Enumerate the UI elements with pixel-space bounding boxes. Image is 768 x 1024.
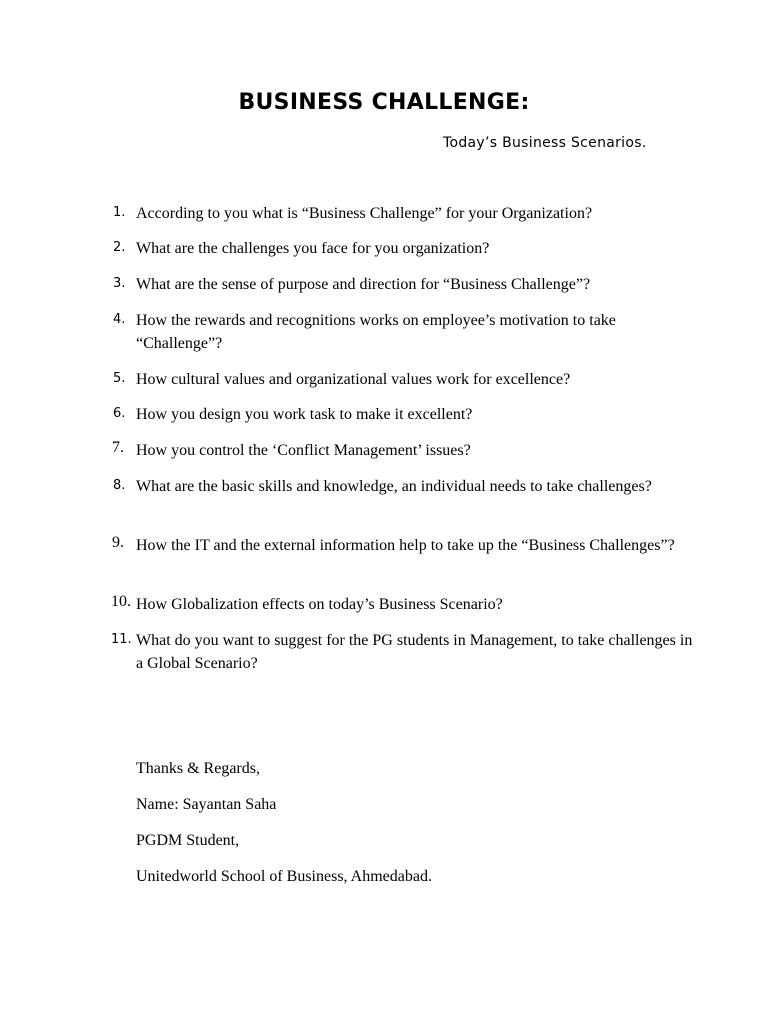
question-text: What are the sense of purpose and direction for “Business Challenge”? (136, 276, 591, 293)
question-number: 8. (113, 478, 126, 493)
question-number: 1. (113, 205, 126, 220)
signature-institution: Unitedworld School of Business, Ahmedabad. (136, 868, 432, 885)
signature-closing: Thanks & Regards, (136, 760, 260, 777)
question-text: How Globalization effects on today’s Business Scenario? (136, 596, 503, 613)
question-number: 7. (112, 439, 124, 456)
question-number: 10. (111, 593, 131, 610)
question-text: How cultural values and organizational values work for excellence? (136, 371, 571, 388)
question-number: 3. (113, 276, 126, 291)
document-subtitle: Today’s Business Scenarios. (443, 135, 647, 151)
question-text: What are the basic skills and knowledge, an individual needs to take challenges? (136, 478, 652, 495)
question-number: 6. (113, 406, 126, 421)
question-text: What do you want to suggest for the PG students in Management, to take challenges in a Global Scenario? (136, 632, 693, 672)
question-number: 5. (113, 371, 126, 386)
signature-name: Name: Sayantan Saha (136, 796, 277, 813)
question-text: How you design you work task to make it excellent? (136, 406, 473, 423)
document-title: BUSINESS CHALLENGE: (238, 90, 530, 115)
question-text: How you control the ‘Conflict Management’ issues? (136, 442, 471, 459)
question-text: How the rewards and recognitions works on employee’s motivation to take “Challenge”? (136, 312, 616, 352)
signature-role: PGDM Student, (136, 832, 240, 849)
question-text: How the IT and the external information help to take up the “Business Challenges”? (136, 537, 675, 554)
question-number: 2. (113, 240, 126, 255)
question-text: What are the challenges you face for you organization? (136, 240, 490, 257)
question-number: 4. (113, 312, 126, 327)
question-text: According to you what is “Business Challenge” for your Organization? (136, 205, 593, 222)
question-number: 11. (111, 632, 132, 647)
question-number: 9. (112, 534, 124, 551)
